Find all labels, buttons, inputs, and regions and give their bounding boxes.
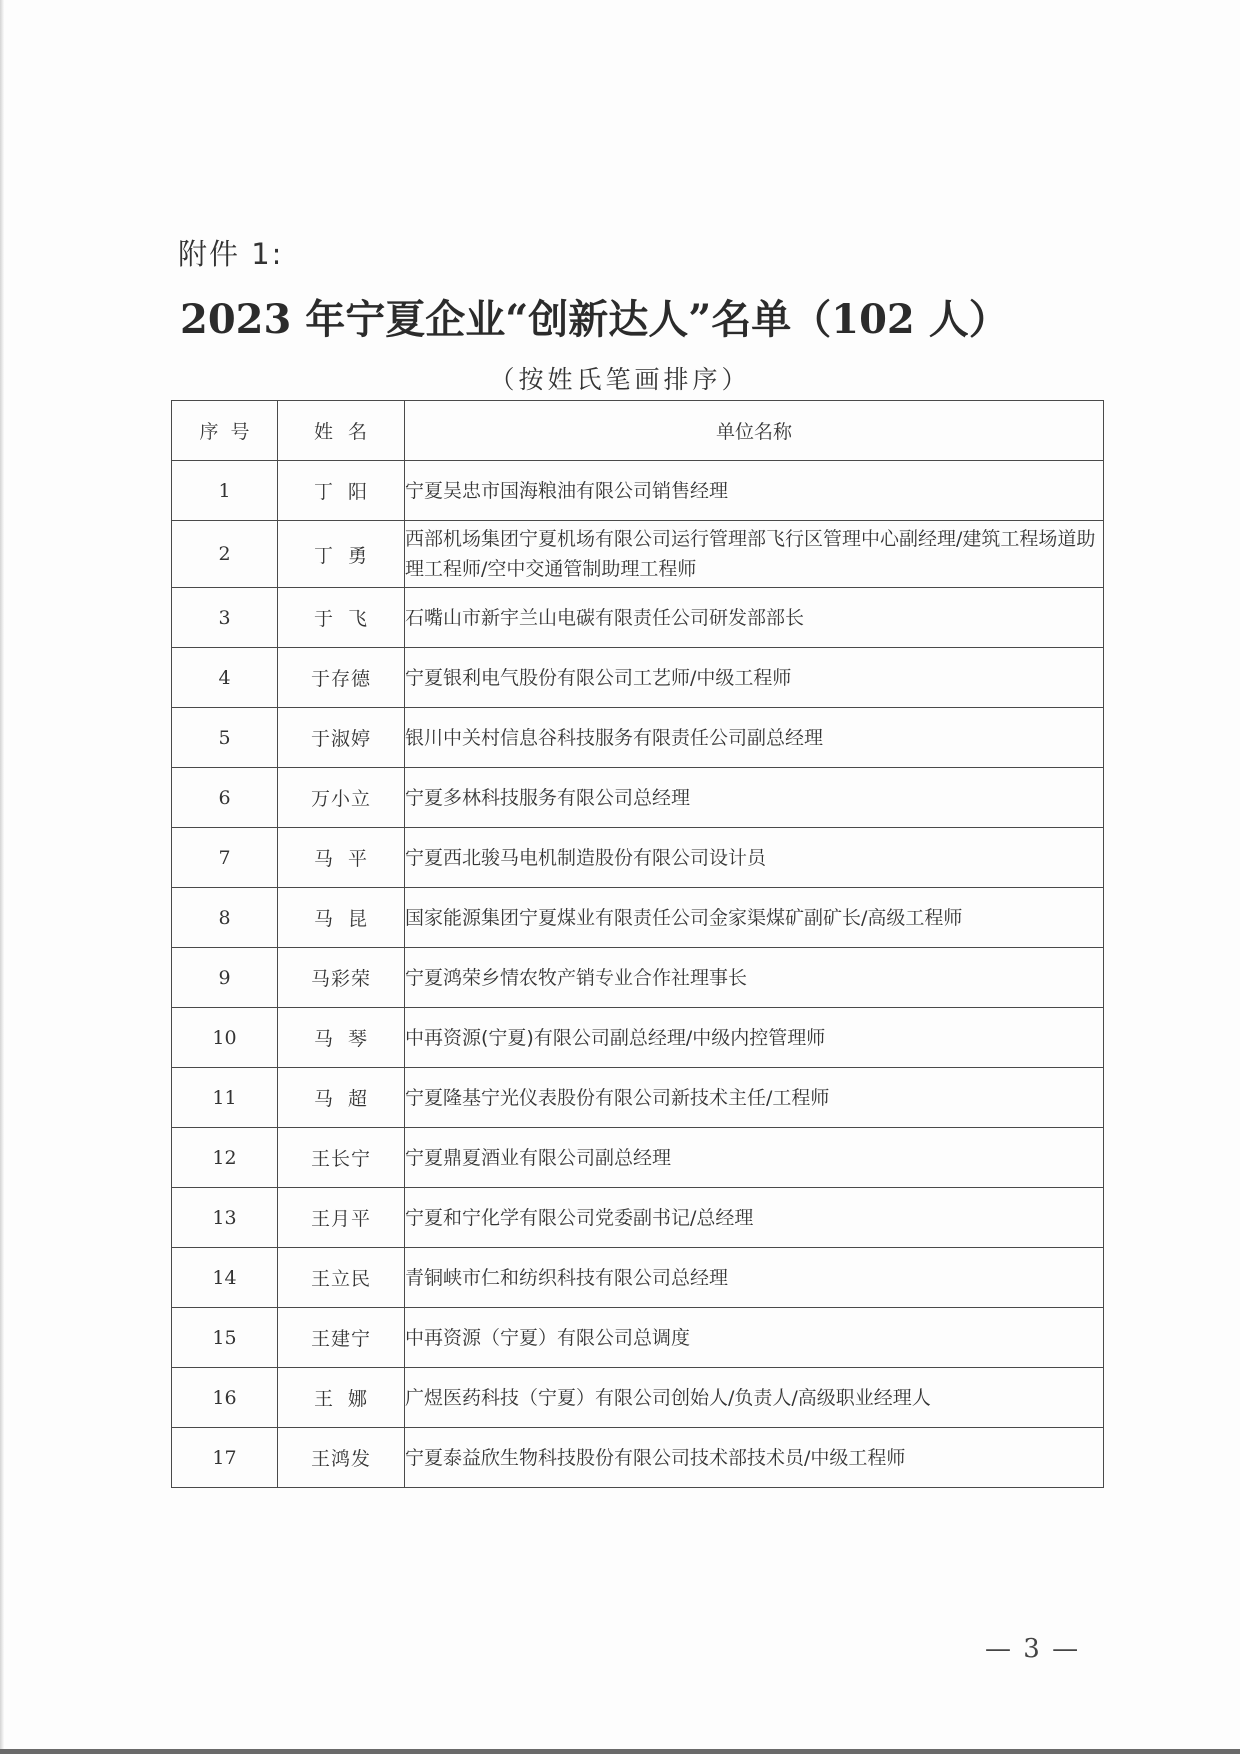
table-row: [172, 1428, 1104, 1488]
person-name: 马 昆: [278, 888, 405, 948]
person-name: 万小立: [278, 768, 405, 828]
unit-name: 宁夏多林科技服务有限公司总经理: [405, 768, 1104, 828]
header-serial-number: 序 号: [172, 401, 278, 461]
person-name: 王建宁: [278, 1308, 405, 1368]
table-row: [172, 948, 1104, 1008]
scan-edge-bottom: [0, 1749, 1240, 1754]
header-unit-name: 单位名称: [405, 401, 1104, 461]
person-name: 于 飞: [278, 588, 405, 648]
unit-name: 宁夏西北骏马电机制造股份有限公司设计员: [405, 828, 1104, 888]
unit-name: 广煜医药科技（宁夏）有限公司创始人/负责人/高级职业经理人: [405, 1368, 1104, 1428]
person-name: 王月平: [278, 1188, 405, 1248]
person-name: 王鸿发: [278, 1428, 405, 1488]
person-name: 王 娜: [278, 1368, 405, 1428]
unit-name: 中再资源(宁夏)有限公司副总经理/中级内控管理师: [405, 1008, 1104, 1068]
serial-number: 7: [172, 828, 278, 888]
serial-number: 10: [172, 1008, 278, 1068]
table-row: [172, 1248, 1104, 1308]
serial-number: 4: [172, 648, 278, 708]
serial-number: 16: [172, 1368, 278, 1428]
person-name: 于存德: [278, 648, 405, 708]
serial-number: 5: [172, 708, 278, 768]
serial-number: 13: [172, 1188, 278, 1248]
table-row: [172, 768, 1104, 828]
person-name: 马 琴: [278, 1008, 405, 1068]
table-row: [172, 1308, 1104, 1368]
table-row: [172, 1008, 1104, 1068]
serial-number: 17: [172, 1428, 278, 1488]
unit-name: 石嘴山市新宇兰山电碳有限责任公司研发部部长: [405, 588, 1104, 648]
serial-number: 11: [172, 1068, 278, 1128]
table-row: [172, 521, 1104, 588]
serial-number: 15: [172, 1308, 278, 1368]
person-name: 丁 阳: [278, 461, 405, 521]
unit-name: 宁夏吴忠市国海粮油有限公司销售经理: [405, 461, 1104, 521]
unit-name: 宁夏鼎夏酒业有限公司副总经理: [405, 1128, 1104, 1188]
table-row: [172, 461, 1104, 521]
table-row: [172, 1368, 1104, 1428]
person-name: 马彩荣: [278, 948, 405, 1008]
serial-number: 14: [172, 1248, 278, 1308]
unit-name: 宁夏鸿荣乡情农牧产销专业合作社理事长: [405, 948, 1104, 1008]
unit-name: 宁夏隆基宁光仪表股份有限公司新技术主任/工程师: [405, 1068, 1104, 1128]
document-title: 2023 年宁夏企业“创新达人”名单（102 人）: [180, 296, 1009, 343]
table-row: [172, 648, 1104, 708]
table-row: [172, 828, 1104, 888]
table-header-row: [172, 401, 1104, 461]
table-row: [172, 708, 1104, 768]
serial-number: 12: [172, 1128, 278, 1188]
table-row: [172, 1188, 1104, 1248]
person-name: 王长宁: [278, 1128, 405, 1188]
person-name: 马 超: [278, 1068, 405, 1128]
serial-number: 6: [172, 768, 278, 828]
unit-name: 银川中关村信息谷科技服务有限责任公司副总经理: [405, 708, 1104, 768]
person-name: 马 平: [278, 828, 405, 888]
table-row: [172, 588, 1104, 648]
page-number: — 3 —: [985, 1634, 1081, 1664]
header-name: 姓 名: [278, 401, 405, 461]
innovator-roster-table: [171, 400, 1104, 1488]
unit-name: 西部机场集团宁夏机场有限公司运行管理部飞行区管理中心副经理/建筑工程场道助理工程师/空中交通管制助理工程师: [405, 521, 1104, 588]
serial-number: 9: [172, 948, 278, 1008]
serial-number: 3: [172, 588, 278, 648]
unit-name: 宁夏泰益欣生物科技股份有限公司技术部技术员/中级工程师: [405, 1428, 1104, 1488]
person-name: 丁 勇: [278, 521, 405, 588]
unit-name: 宁夏银利电气股份有限公司工艺师/中级工程师: [405, 648, 1104, 708]
unit-name: 国家能源集团宁夏煤业有限责任公司金家渠煤矿副矿长/高级工程师: [405, 888, 1104, 948]
person-name: 王立民: [278, 1248, 405, 1308]
table-row: [172, 888, 1104, 948]
table-row: [172, 1128, 1104, 1188]
serial-number: 1: [172, 461, 278, 521]
document-subtitle: （按姓氏笔画排序）: [489, 365, 751, 394]
unit-name: 青铜峡市仁和纺织科技有限公司总经理: [405, 1248, 1104, 1308]
unit-name: 中再资源（宁夏）有限公司总调度: [405, 1308, 1104, 1368]
scan-edge-left: [0, 0, 4, 1754]
attachment-label: 附件 1:: [178, 237, 284, 271]
person-name: 于淑婷: [278, 708, 405, 768]
table-row: [172, 1068, 1104, 1128]
serial-number: 8: [172, 888, 278, 948]
serial-number: 2: [172, 521, 278, 588]
unit-name: 宁夏和宁化学有限公司党委副书记/总经理: [405, 1188, 1104, 1248]
